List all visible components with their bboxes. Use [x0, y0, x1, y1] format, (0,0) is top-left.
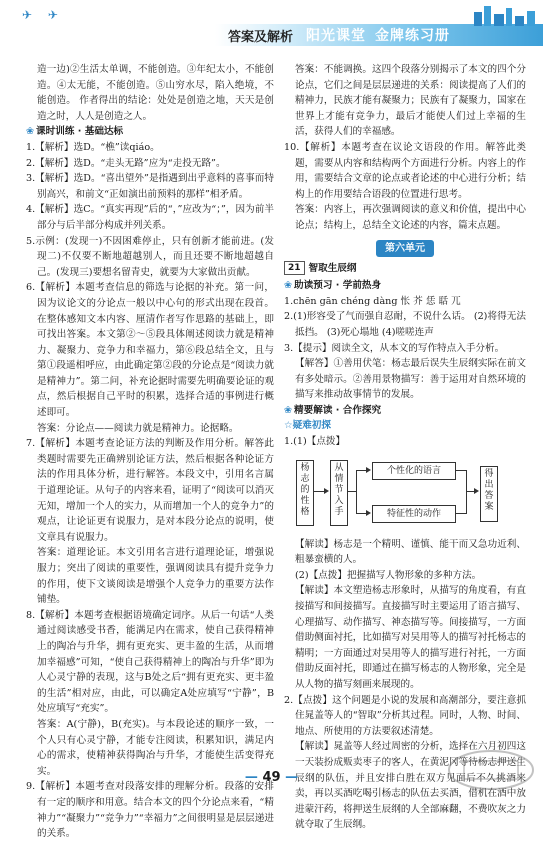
- text-paragraph: 7.【解析】本题考查论证方法的判断及作用分析。解答此类题时需要先正确辨别论证方法，然后根据各种论证方法的作用具体分析，进行解答。本段文中，引用名言属于道理论证。从句子的内容来看，证明了“阅读可以消灭无知，增加一个人的实力，从而增加一个人的竞争力”的观点，让论证更有说服力，是对本段分论点的说明，使文章具有说服力。: [26, 438, 274, 543]
- header-subtitle: 金牌练习册: [375, 28, 450, 44]
- watermark-stamp: [446, 748, 536, 792]
- diagram-box-plot: 从情节入手: [330, 460, 348, 526]
- section-explore: ❀ 精要解读 · 合作探究: [284, 404, 382, 416]
- text-paragraph: 答案：不能调换。这四个段落分别揭示了本文的四个分论点，它们之间是层层递进的关系：阅读提高了人们的精神力，民族才能有凝聚力；民族有了凝聚力，国家在世界上才能有竞争力，最后才能使人们过上幸福的生活，获得人们的幸福感。: [295, 64, 526, 138]
- flower-icon: ❀: [284, 404, 293, 416]
- text-paragraph: 2.【解析】选D。“走头无路”应为“走投无路”。: [26, 157, 226, 169]
- diagram-box-language: 个性化的语言: [372, 462, 456, 480]
- text-paragraph: 4.【解析】选C。“真实再现”后的“，”应改为“；”，因为前半部分与后半部分构成并列关系。: [26, 204, 274, 231]
- flower-icon: ❀: [26, 126, 35, 138]
- text-paragraph: 2.(1)形容受了气而强自忍耐，不说什么话。 (2)将得无法抵挡。 (3)死心塌地 (4)嗟嗟连声: [284, 311, 526, 338]
- lesson-number: 21: [284, 261, 305, 275]
- text-paragraph: (2)【点拨】把握描写人物形象的多种方法。: [295, 569, 482, 581]
- unit-banner: 第六单元: [376, 240, 434, 257]
- birds-icon: ✈ ✈: [22, 8, 64, 22]
- text-paragraph: 【解读】本文塑造杨志形象时，从描写的角度看，有直接描写和间接描写。直接描写时主要运用了语言描写、心理描写、动作描写、神态描写等。间接描写，一方面借助侧面衬托，比如描写对吴用等人的描写衬托杨志的精明；一方面通过对吴用等人的描写进行衬托，一方面借助反面衬托，即通过在描写杨志的人物形象，完全是从人物的描写刻画来展现的。: [295, 585, 526, 690]
- text-paragraph: 9.【解析】本题考查对段落安排的理解分析。段落的安排有一定的顺序和用意。结合本文的四个分论点来看，“精神力”“凝聚力”“竞争力”“幸福力”之间很明显是层层递进的关系。: [26, 781, 274, 840]
- text-paragraph: 【解读】杨志是一个精明、谨慎、能干而又急功近利、粗暴蛮横的人。: [295, 538, 526, 566]
- text-paragraph: 6.【解析】本题考查信息的筛选与论据的补充。第一问，因为议论文的分论点一般以中心句的形式出现在段首。在整体感知文本内容、厘清作者写作思路的基础上，即可找出答案。本文第②～⑤段具体阐述阅读力就是精神力、凝聚力、竞争力和幸福力，第⑥段总结全文，且与第①段遥相呼应，由此确定第②段的分论点是“阅读力就是精神力”。第二问，补充论据时需要先明确要论证的观点，然后根据自己平时的积累，选择合适的事例进行概述即可。: [26, 282, 274, 419]
- text-paragraph: 3.【解析】选D。“喜出望外”是指遇到出乎意料的喜事而特别高兴，和前文“正如演出前预料的那样”相矛盾。: [26, 173, 274, 200]
- text-paragraph: 2.【点拨】这个问题是小说的发展和高潮部分，要注意抓住晁盖等人的“智取”分析其过程。同时，人物、时间、地点、所使用的方法要叙述清楚。: [284, 694, 526, 737]
- lesson-title: [284, 261, 526, 277]
- page-number: — 49 —: [244, 770, 299, 785]
- section-heading: ❀ 课时训练 · 基础达标: [26, 126, 124, 138]
- tip-label: 1.(1)【点拨】: [284, 436, 346, 448]
- text-paragraph: 【解答】①善用伏笔：杨志最后误失生辰纲实际在前文有多处暗示。②善用景物描写：善于运用对自然环境的描写来推动故事情节的发展。: [295, 358, 526, 401]
- flower-icon: ❀: [284, 280, 293, 292]
- text-paragraph: 3.【提示】阅读全文，从本文的写作特点入手分析。: [284, 342, 505, 354]
- text-paragraph: 1.chēn gān chéng dàng 怅 芥 恁 聒 兀: [284, 295, 461, 307]
- diagram-box-action: 特征性的动作: [372, 505, 456, 523]
- subhead-questions: ☆疑难初探: [284, 420, 331, 432]
- page-header: [0, 0, 543, 58]
- city-skyline-icon: [470, 2, 540, 26]
- header-brand: 阳光课堂: [306, 28, 366, 44]
- text-paragraph: 【解读】晁盖等人经过周密的分析，选择在六月初四这一天装扮成贩卖枣子的客人，在黄泥冈等待杨志押送生辰纲的队伍，并且安排白胜在双方见面后不久挑酒来卖，再以买酒吃喝引杨志的队伍去买酒，借机在酒中放进蒙汗药，将押送生辰纲的人全部麻翻，不费吹灰之力就夺取了生辰纲。: [295, 741, 526, 831]
- text-paragraph: 答案：道理论证。本文引用名言进行道理论证，增强说服力；突出了阅读的重要性，强调阅读具有提升竞争力的作用，使下文谈阅读是增强个人竞争力的重要方法作铺垫。: [37, 547, 274, 606]
- diagram-box-answer: 得出答案: [480, 466, 498, 522]
- text-paragraph: 答案：内容上，再次强调阅读的意义和价值，提出中心论点；结构上，总结全文论述的内容，篇末点题。: [295, 204, 526, 231]
- text-paragraph: 答案：A(宁静)，B(充实)。与本段论述的顺序一致，一个人只有心灵宁静，才能专注阅读，积累知识，满足内心的需求，使精神获得陶冶与升华，才能使生活变得充实。: [37, 718, 274, 777]
- header-title: 答案及解析: [228, 30, 294, 45]
- diagram-box-character: 杨志的性格: [296, 460, 314, 526]
- section-preview: ❀ 助读预习 · 学前热身: [284, 280, 382, 292]
- lesson-name: 智取生辰纲: [308, 262, 357, 274]
- text-paragraph: 8.【解析】本题考查根据语境确定词序。从后一句话“人类通过阅读感受书香，能满足内在需求，使自己获得精神上的陶冶与升华，拥有更充实、更丰盈的生活，从而增加幸福感”可知，“使自己获得精神上的陶冶与升华”即为人心灵宁静的表现，这与B处之后“拥有更充实、更丰盈的生活”相对应，由此，可以确定A处应填写“宁静”，B处应填写“充实”。: [26, 609, 274, 715]
- text-paragraph: 答案：分论点——阅读力就是精神力。论据略。: [37, 422, 239, 434]
- text-paragraph: 5.示例：(发现一)不因困难停止，只有创新才能前进。(发现二)不仅要不断地超越别人，而且还要不断地超越自己。(发现三)要想名留青史，就要为大家做出贡献。: [26, 235, 274, 278]
- text-paragraph: 1.【解析】选D。“樵”读qiáo。: [26, 141, 160, 153]
- left-column: [26, 62, 274, 842]
- analysis-diagram: [296, 452, 526, 534]
- text-paragraph: 10.【解析】本题考查在议论文语段的作用。解答此类题，需要从内容和结构两个方面进行分析。内容上的作用，需要结合文章的论点或者论述的中心进行分析；结构上的作用要结合语段的位置进行思考。: [284, 141, 526, 200]
- right-column: [284, 62, 526, 833]
- text-paragraph: 造一边)②生活太单调，不能创造。③年纪太小，不能创造。④太无能，不能创造。⑤山穷水尽，陷入绝境，不能创造。 作者得出的结论：处处是创造之地，天天是创造之时，人人是创造之人。: [37, 64, 274, 122]
